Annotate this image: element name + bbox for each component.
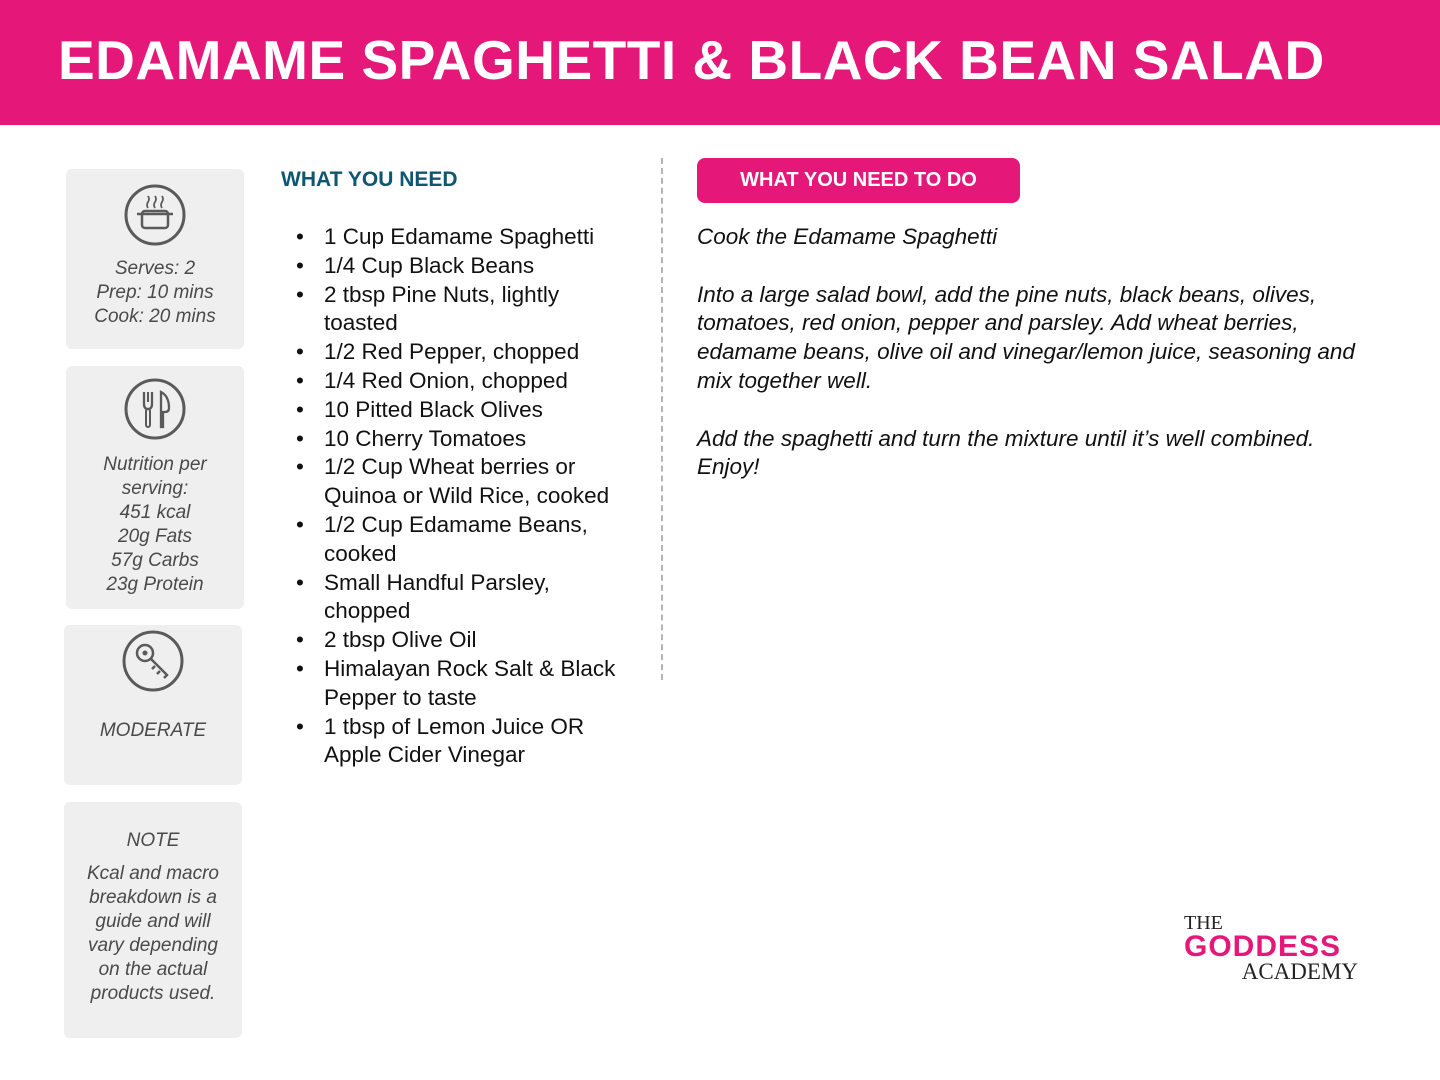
prep-time-text: Prep: 10 mins [96,282,214,303]
column-divider [661,158,663,680]
note-line: Kcal and macro [86,863,219,884]
logo-academy: ACADEMY [1241,959,1358,984]
difficulty-label: MODERATE [99,720,207,741]
ingredient-item: • 10 Pitted Black Olives [296,396,616,425]
method-step: Cook the Edamame Spaghetti [697,224,998,249]
nutrition-line: serving: [121,478,189,499]
goddess-academy-logo [1180,912,1360,988]
note-line: vary depending [88,935,218,956]
carbs-value: 57g Carbs [111,550,199,571]
note-line: guide and will [95,911,211,932]
serves-card [66,169,244,349]
nutrition-line: Nutrition per [103,454,207,475]
cook-time-text: Cook: 20 mins [94,306,216,327]
ingredient-item: • 1/2 Cup Edamame Beans, cooked [296,511,616,569]
fats-value: 20g Fats [118,526,192,547]
key-icon [122,630,184,692]
cooking-pot-icon [124,184,186,246]
method-step: Into a large salad bowl, add the pine nuts, black beans, olives, tomatoes, red onion, pepper and parsley. Add wheat berries, edamame beans, olive oil and vinegar/lemon juice, seasoning and mix together well. [697,281,1355,393]
serves-text: Serves: 2 [114,258,196,279]
ingredient-item: • Small Handful Parsley, chopped [296,569,616,627]
ingredient-item: • 1 tbsp of Lemon Juice OR Apple Cider Vinegar [296,713,616,771]
ingredient-item: • 2 tbsp Olive Oil [296,626,616,655]
ingredient-item: • 1 Cup Edamame Spaghetti [296,223,616,252]
ingredient-item: • 1/4 Red Onion, chopped [296,367,616,396]
ingredient-item: • 1/2 Red Pepper, chopped [296,338,616,367]
kcal-value: 451 kcal [119,502,191,523]
ingredients-heading: WHAT YOU NEED [281,168,458,191]
ingredient-item: • 1/2 Cup Wheat berries or Quinoa or Wild Rice, cooked [296,453,616,511]
protein-value: 23g Protein [106,574,204,595]
difficulty-card [64,625,242,785]
note-card [64,802,242,1038]
ingredient-item: • 10 Cherry Tomatoes [296,425,616,454]
logo-the: THE [1184,912,1223,934]
note-title: NOTE [126,830,180,851]
ingredient-item: • 2 tbsp Pine Nuts, lightly toasted [296,281,616,339]
note-line: on the actual [98,959,208,980]
logo-goddess: GODDESS [1184,930,1342,963]
page-title: EDAMAME SPAGHETTI & BLACK BEAN SALAD [58,29,1325,91]
ingredient-item: • 1/4 Cup Black Beans [296,252,616,281]
nutrition-card [66,366,244,609]
note-line: products used. [90,983,216,1004]
method-step: Add the spaghetti and turn the mixture until it’s well combined. Enjoy! [697,425,1315,480]
fork-knife-icon [124,378,186,440]
ingredient-item: • Himalayan Rock Salt & Black Pepper to taste [296,655,616,713]
method-text [697,223,1357,511]
note-line: breakdown is a [89,887,217,908]
method-heading-badge: WHAT YOU NEED TO DO [697,158,1020,203]
title-banner [0,0,1440,125]
ingredient-list [296,223,616,770]
